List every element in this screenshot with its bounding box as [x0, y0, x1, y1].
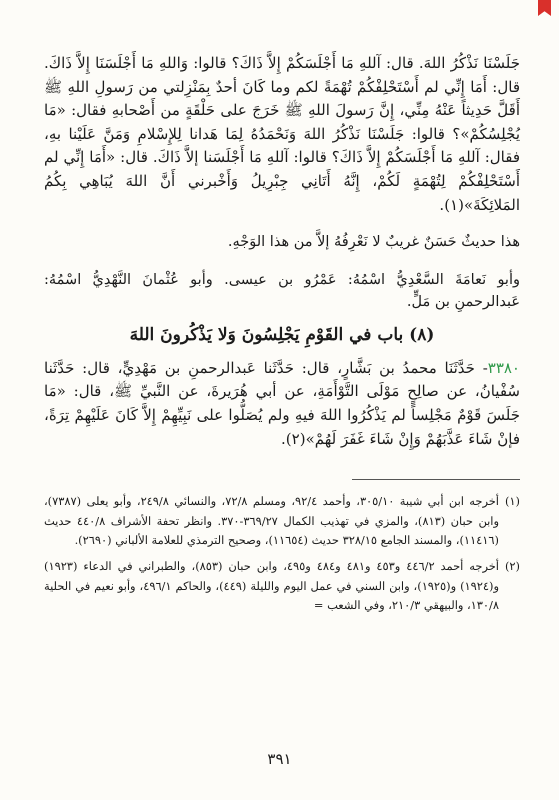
page-body: [44, 44, 520, 622]
grading-note: هذا حديثٌ حَسَنٌ غريبٌ لا نَعْرِفُهُ إلاَّ من هذا الوَجْهِ.: [227, 234, 520, 251]
narrator-note: وأبو نَعامَةَ السَّعْدِيُّ اسْمُهُ: عَمْرُو بن عيسى. وأبو عُثْمانَ النَّهْدِيُّ اسْمُهُ: عَبدالرحمنِ بن مَلٍّ.: [44, 271, 520, 310]
footnote-text: أخرجه أحمد ٤٤٦/٢ و٤٥٣ و٤٨١ و٤٨٤ و٤٩٥، وابن حبان (٨٥٣)، والطبراني في الدعاء (١٩٢٣) و(١٩٢٤) و(١٩٢٥)، وابن السني في عمل اليوم والليلة (٤٤٩)، والحاكم ٤٩٦/١، وأبو نعيم في الحلية ١٣٠/٨، والبيهقي ٢١٠/٣، وفي الشعب =: [44, 558, 499, 613]
hadith-number: ٣٣٨٠: [487, 358, 520, 377]
hadith-paragraph: [44, 357, 520, 451]
footnote-divider: [352, 479, 520, 480]
footnote-number: (١): [504, 494, 520, 509]
hadith-text: - حَدَّثَنَا محمدُ بن بَشَّارٍ، قال: حَدَّثَنا عَبدالرحمنِ بن مَهْدِيٍّ، قال: حَدَّثَنا سُفْيانُ، عن صالِحٍ مَوْلَى التَّوْأَمَةِ، عن أبي هُرَيرةَ، عن النَّبيِّ ﷺ، قال: «مَا جَلَسَ قَوْمٌ مَجْلِساً لم يَذْكُرُوا اللهَ فيهِ ولم يُصَلُّوا على نَبِيِّهِمْ إِلاَّ كَانَ عَلَيْهِمْ تِرَةً، فإنْ شَاءَ عَذَّبَهُمْ وَإِنْ شَاءَ غَفَرَ لَهُمْ»(٢).: [44, 358, 520, 448]
chapter-heading: (٨) باب في القَوْمِ يَجْلِسُونَ وَلا يَذْكُرونَ اللهَ: [129, 324, 435, 345]
bookmark-ribbon-icon[interactable]: [538, 0, 551, 16]
footnote: [44, 492, 520, 551]
footnote-text: أخرجه ابن أبي شيبة ٣٠٥/١٠، وأحمد ٩٢/٤، ومسلم ٧٢/٨، والنسائي ٢٤٩/٨، وأبو يعلى (٧٣٨٧)، وابن حبان (٨١٣)، والمزي في تهذيب الكمال ٣٦٩/٢٧-٣٧٠. وانظر تحفة الأشراف ٤٤٠/٨ حديث (١١٤١٦)، والمسند الجامع ٣٢٨/١٥ حديث (١١٦٥٤)، وصحيح الترمذي للعلامة الألباني (٢٦٩٠).: [44, 494, 499, 548]
main-paragraph: جَلَسْنَا نَذْكُرُ اللهَ. قال: آللهِ مَا أَجْلَسَكُمْ إِلاَّ ذَاكَ؟ قالوا: وَاللهِ مَا أَجْلَسَنَا إِلاَّ ذَاكَ. قال: أَمَا إِنِّي لم أَسْتَحْلِفْكُمْ تُهْمَةً لكم وما كَانَ أحدٌ بِمَنْزِلتي من رَسولِ اللهِ ﷺ أَقَلَّ حَدِيثاً عَنْهُ مِنِّي، إِنَّ رَسولَ اللهِ ﷺ خَرَجَ على حَلْقَةٍ من أَصْحابهِ فقال: «مَا يُجْلِسُكُمْ»؟ قالوا: جَلَسْنَا نَذْكُرُ اللهَ وَنَحْمَدُهُ لِمَا هَدانا لِلإِسْلامِ وَمَنَّ عَلَيْنا بهِ، فقال: آللهِ مَا أَجْلَسَكُمْ إِلاَّ ذَاكَ؟ قالوا: آللهِ مَا أَجْلَسَنا إلاَّ ذَاكَ. قال: «أَمَا إِنِّي لم أَسْتَحْلِفْكُمْ لِتُهْمَةٍ لَكُمْ، إِنَّهُ أَتَانِي جِبْرِيلُ وَأَخْبرني أَنَّ اللهَ يُبَاهِي بِكُمُ المَلائِكَةَ»(١).: [44, 54, 520, 214]
footnote-number: (٢): [504, 558, 520, 573]
page-number: ٣٩١: [267, 750, 292, 768]
footnote: [44, 557, 520, 616]
